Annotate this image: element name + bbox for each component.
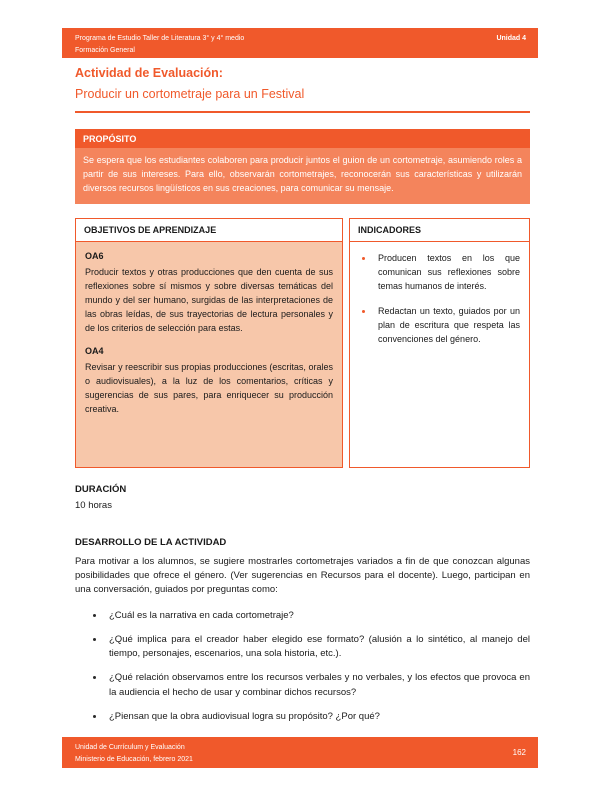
- oa-text: Revisar y reescribir sus propias producciones (escritas, orales o audiovisuales), a la luz de los comentarios, críticas y sugerencias de sus pares, para enriquecer su producción creativa.: [85, 362, 333, 415]
- development-section: [75, 537, 530, 724]
- page-footer-bar: [62, 737, 538, 768]
- activity-title: Actividad de Evaluación:: [75, 66, 223, 80]
- indicators-list: [359, 252, 520, 347]
- duration-value: 10 horas: [75, 499, 112, 511]
- page-number: 162: [512, 748, 526, 758]
- activity-subtitle: Producir un cortometraje para un Festival: [75, 87, 305, 101]
- header-program-line1: Programa de Estudio Taller de Literatura 3° y 4° medio: [75, 35, 245, 42]
- question-item: • ¿Qué relación observamos entre los recursos verbales y no verbales, y los efectos que provoca en la audiencia el hecho de usar y combinar dichos recursos?: [105, 671, 530, 700]
- indicator-item: • Producen textos en los que comunican sus reflexiones sobre temas humanos de interés.: [374, 252, 520, 294]
- duration-section: [75, 484, 530, 511]
- question-item: • ¿Cuál es la narrativa en cada cortometraje?: [105, 609, 530, 623]
- page-content: [75, 66, 530, 734]
- proposito-body: Se espera que los estudiantes colaboren para producir juntos el guion de un cortometraje, asumiendo roles a partir de sus intereses. Para ello, observarán cortometrajes, reconocerán sus características y utilizarán diversos recursos lingüísticos en sus creaciones, para comunicar su mensaje.: [75, 148, 530, 204]
- proposito-box: [75, 129, 530, 204]
- development-intro: Para motivar a los alumnos, se sugiere mostrarles cortometrajes variados a fin de que conozcan algunas posibilidades que ofrece el género. (Ver sugerencias en Recursos para el docente). Luego, participan en una conversación, guiados por preguntas como:: [75, 555, 530, 596]
- footer-line1: Unidad de Currículum y Evaluación: [75, 744, 185, 751]
- objectives-indicators-table: [75, 218, 530, 468]
- indicators-header: INDICADORES: [349, 218, 530, 242]
- development-label: DESARROLLO DE LA ACTIVIDAD: [75, 536, 227, 548]
- question-item: • ¿Piensan que la obra audiovisual logra su propósito? ¿Por qué?: [105, 710, 530, 724]
- footer-line2: Ministerio de Educación, febrero 2021: [75, 755, 193, 763]
- proposito-header: PROPÓSITO: [75, 129, 530, 148]
- header-program-line2: Formación General: [75, 46, 135, 54]
- indicator-item: • Redactan un texto, guiados por un plan de escritura que respeta las convenciones del género.: [374, 305, 520, 347]
- oa-code: OA6: [85, 250, 104, 261]
- indicators-column: [349, 218, 530, 468]
- oa-code: OA4: [85, 346, 104, 357]
- objectives-header: OBJETIVOS DE APRENDIZAJE: [75, 218, 343, 242]
- header-unit-label: Unidad 4: [496, 35, 526, 42]
- duration-label: DURACIÓN: [75, 483, 127, 495]
- page-header-bar: [62, 28, 538, 58]
- questions-list: [75, 609, 530, 725]
- question-item: • ¿Qué implica para el creador haber elegido ese formato? (alusión a lo sintético, al manejo del tiempo, personajes, escenarios, una sola historia, etc.).: [105, 633, 530, 662]
- title-divider: [75, 111, 530, 113]
- footer-institution: [75, 742, 193, 768]
- objectives-body: [75, 242, 343, 468]
- objectives-column: [75, 218, 343, 468]
- oa-text: Producir textos y otras producciones que den cuenta de sus reflexiones sobre sí mismos y sobre diversas temáticas del mundo y del ser humano, surgidas de las interpretaciones de las obras leídas, de sus trayectorias de lectura personales y de los criterios de selección para estas.: [85, 266, 333, 333]
- indicators-body: [349, 242, 530, 468]
- header-program-info: [75, 33, 244, 58]
